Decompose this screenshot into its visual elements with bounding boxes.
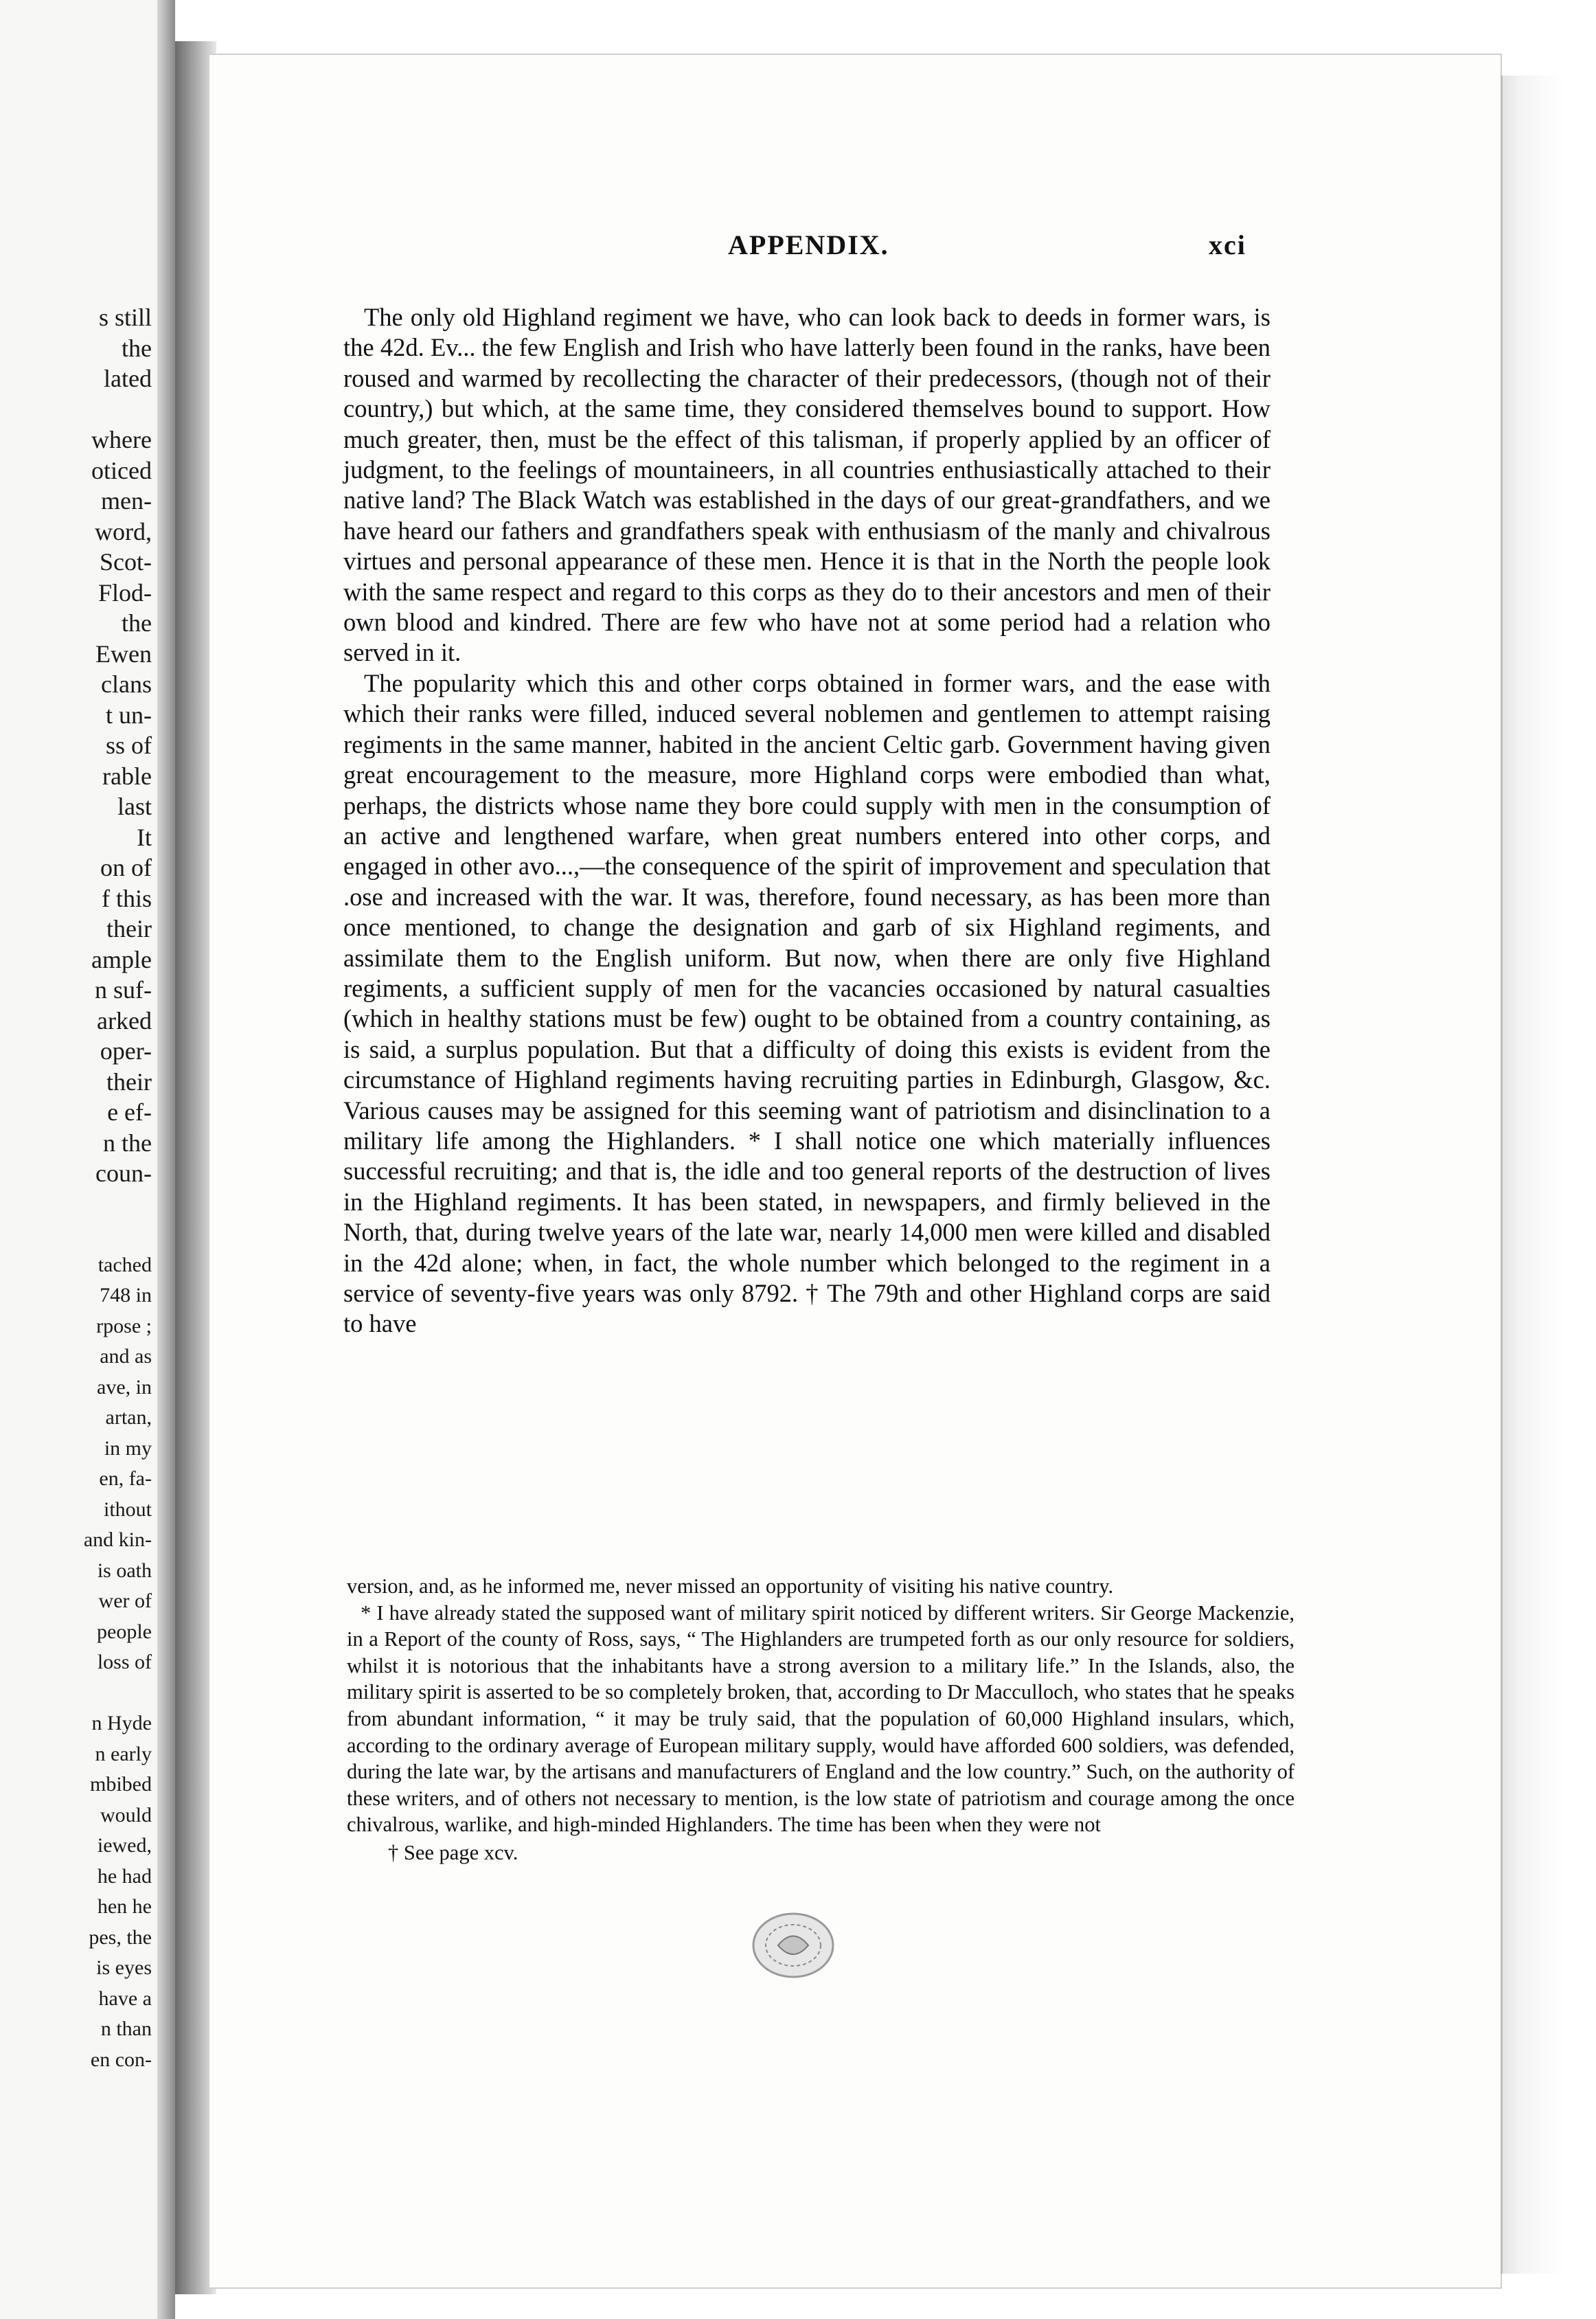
facing-page-line — [84, 394, 152, 425]
facing-page-line: is eyes — [96, 1956, 152, 1979]
facing-page-line: f this — [101, 884, 152, 912]
facing-page-line: lated — [104, 365, 152, 392]
facing-page-line: their — [106, 1067, 152, 1096]
facing-page-line: ample — [91, 945, 152, 973]
facing-page-line: mbibed — [90, 1773, 152, 1796]
facing-page-line: he had — [97, 1864, 152, 1888]
facing-page-line: and as — [100, 1345, 152, 1368]
footnote-dagger: † See page xcv. — [388, 1840, 518, 1864]
facing-page-line — [84, 1678, 152, 1709]
facing-page-line: where — [91, 426, 152, 453]
facing-page-line: and kin- — [83, 1528, 152, 1551]
facing-page-line: have a — [98, 1987, 152, 2010]
gutter-shadow — [157, 0, 175, 2319]
facing-page-line: wer of — [98, 1590, 152, 1612]
facing-page-line: en con- — [90, 2048, 152, 2071]
facing-page-line: t un- — [106, 701, 152, 729]
facing-page-line: clans — [101, 670, 152, 698]
facing-page — [0, 0, 175, 2319]
facing-page-line: arked — [97, 1006, 152, 1034]
facing-page-line: Flod- — [98, 578, 152, 607]
facing-page-line: in my — [104, 1436, 152, 1460]
facing-page-line: n than — [100, 2017, 152, 2040]
facing-page-line: word, — [95, 517, 152, 545]
facing-page-line: ithout — [103, 1497, 152, 1521]
facing-page-line: rpose ; — [96, 1314, 152, 1337]
facing-page-line: their — [106, 915, 152, 942]
facing-page-line: ave, in — [97, 1375, 152, 1399]
facing-page-line: people — [97, 1620, 152, 1643]
facing-page-line: last — [117, 793, 152, 820]
facing-page-line: Ewen — [95, 640, 152, 668]
facing-page-line — [84, 1189, 152, 1220]
facing-page-line: ss of — [105, 732, 152, 759]
facing-page-line: tached — [98, 1253, 152, 1276]
main-text — [343, 302, 1270, 1339]
facing-page-line: n Hyde — [91, 1712, 152, 1734]
facing-page-line: en, fa- — [99, 1467, 152, 1490]
facing-page-line: would — [100, 1803, 152, 1826]
page-number: xci — [1209, 229, 1246, 260]
facing-page-line: artan, — [105, 1406, 152, 1429]
page-edge — [1501, 76, 1564, 2274]
facing-page-line: Scot- — [100, 548, 152, 576]
library-stamp-icon — [738, 1903, 848, 1985]
running-head-title: APPENDIX. — [728, 229, 889, 260]
facing-page-line: oper- — [100, 1037, 152, 1065]
facing-page-text — [84, 302, 152, 2075]
facing-page-line: n the — [103, 1129, 152, 1157]
facing-page-line: n early — [95, 1742, 152, 1765]
facing-page-line: rable — [102, 762, 152, 790]
facing-page-line: e ef- — [107, 1098, 152, 1126]
facing-page-line: loss of — [97, 1651, 152, 1673]
facing-page-line: the — [122, 334, 152, 362]
footnotes — [347, 1573, 1295, 1866]
paragraph: The only old Highland regiment we have, who can look back to deeds in former wars, is the 42d. Ev... the few English and Irish who have latterly been found in the ranks, have been roused and warmed by recollecting the character of their predecessors, (though not of their country,) but which, at the same time, they considered themselves bound to support. How much greater, then, must be the effect of this talisman, if properly applied by an officer of judgment, to the feelings of mountaineers, in all countries enthusiastically attached to their native land? The Black Watch was established in the days of our great-grandfathers, and we have heard our fathers and grandfathers speak with enthusiasm of the manly and chivalrous virtues and personal appearance of these men. Hence it is that in the North the people look with the same respect and regard to this corps as they do to their ancestors and men of their own blood and kindred. There are few who have not at some period had a relation who served in it. — [343, 303, 1270, 667]
facing-page-line: coun- — [95, 1160, 152, 1187]
facing-page-line: n suf- — [95, 976, 152, 1004]
facing-page-line: pes, the — [89, 1925, 152, 1949]
facing-page-line: the — [122, 609, 152, 637]
facing-page-line: men- — [101, 487, 152, 514]
facing-page-line: iewed, — [97, 1834, 152, 1857]
facing-page-line: It — [137, 823, 152, 851]
facing-page-line: 748 in — [100, 1284, 152, 1306]
facing-page-line — [84, 1219, 152, 1250]
facing-page-line: s still — [98, 304, 152, 331]
footnote-star: * I have already stated the supposed want of military spirit noticed by different writers. Sir George Mackenzie, in a Report of the county of Ross, says, “ The Highlanders are trumpeted forth as our only resource for soldiers, whilst it is notorious that the inhabitants have a strong aversion to a military life.” In the Islands, also, the military spirit is asserted to be so completely broken, that, according to Dr Macculloch, who states that he speaks from abundant information, “ it may be truly said, that the population of 60,000 Highland insulars, which, according to the ordinary average of European military supply, would have afforded 600 soldiers, was defended, during the late war, by the artisans and manufacturers of England and the low country.” Such, on the authority of these writers, and of others not necessary to mention, is the low state of patriotism and courage among the once chivalrous, warlike, and high-minded Highlanders. The time has been when they were not — [347, 1600, 1295, 1837]
facing-page-line: on of — [100, 854, 152, 881]
facing-page-line: oticed — [91, 456, 152, 484]
facing-page-line: is oath — [97, 1559, 152, 1582]
facing-page-line: hen he — [97, 1895, 152, 1918]
paragraph: The popularity which this and other corps obtained in former wars, and the ease with which their ranks were filled, induced several noblemen and gentlemen to attempt raising regiments in the same manner, habited in the ancient Celtic garb. Government having given great encouragement to the measure, more Highland corps were embodied than what, perhaps, the districts whose name they bore could supply with men in the consumption of an active and lengthened warfare, when great numbers entered into other corps, and engaged in other avo...,—the consequence of the spirit of improvement and speculation that .ose and increased with the war. It was, therefore, found necessary, as has been more than once mentioned, to change the designation and garb of six Highland regiments, and assimilate them to the English uniform. But now, when there are only five Highland regiments, a sufficient supply of men for the vacancies occasioned by natural casualties (which in healthy stations must be few) ought to be obtained from a country containing, as is said, a surplus population. But that a difficulty of doing this exists is evident from the circumstance of Highland regiments having recruiting parties in Edinburgh, Glasgow, &c. Various causes may be assigned for this seeming want of patriotism and disinclination to a military life among the Highlanders. * I shall notice one which materially influences successful recruiting; and that is, the idle and too general reports of the destruction of lives in the Highland regiments. It has been stated, in newspapers, and firmly believed in the North, that, during twelve years of the late war, nearly 14,000 men were killed and disabled in the 42d alone; when, in fact, the whole number which belonged to the regiment in a service of seventy-five years was only 8792. † The 79th and other Highland corps are said to have — [343, 668, 1270, 1338]
footnote-continuation: version, and, as he informed me, never missed an opportunity of visiting his native country. — [347, 1574, 1114, 1598]
